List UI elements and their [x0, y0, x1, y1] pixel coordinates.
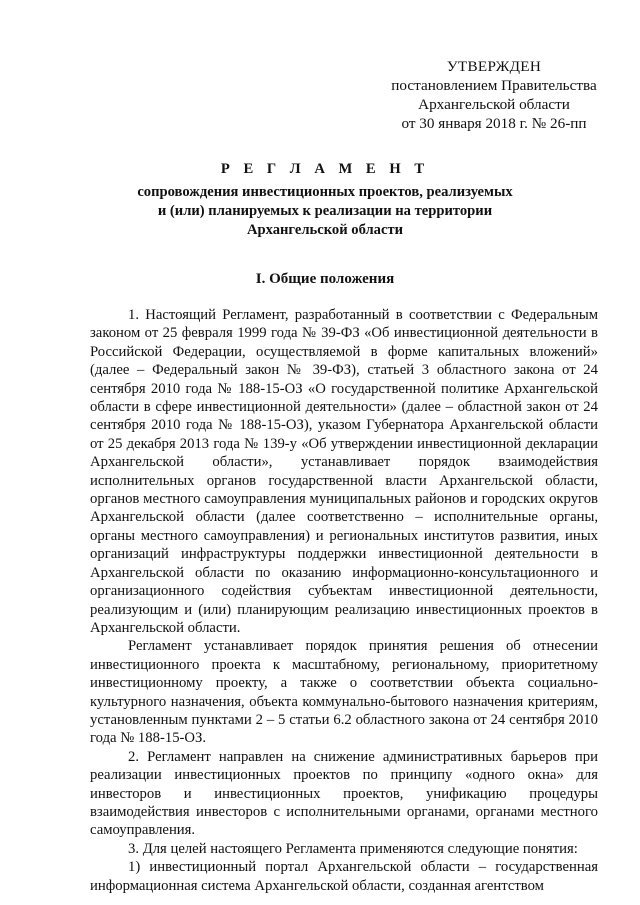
paragraph: 2. Регламент направлен на снижение административных барьеров при реализации инвестиционных проектов по принципу «одного окна» для инвесторов и инвестиционных проектов, унификацию процедуры взаимодействия инвесторов с исполнительными органами, органами местного самоуправления.: [90, 748, 598, 839]
paragraph: 1. Настоящий Регламент, разработанный в соответствии с Федеральным законом от 25 февраля 1999 года № 39-ФЗ «Об инвестиционной деятельности в Российской Федерации, осуществляемой в форме капитальных вложений» (далее – Федеральный закон № 39-ФЗ), статьей 3 областного закона от 24 сентября 2010 года № 188-15-ОЗ «О государственной политике Архангельской области в сфере инвестиционной деятельности» (далее – областной закон от 24 сентября 2010 года № 188-15-ОЗ), указом Губернатора Архангельской области от 25 декабря 2013 года № 139-у «Об утверждении инвестиционной декларации Архангельской области», устанавливает порядок взаимодействия исполнительных органов государственной власти Архангельской области, органов местного самоуправления муниципальных районов и городских округов Архангельской области (далее соответственно – исполнительные органы, органы местного самоуправления) и региональных институтов развития, иных организаций инфраструктуры поддержки инвестиционной деятельности в Архангельской области по оказанию информационно-консультационного и организационного содействия субъектам инвестиционной деятельности, реализующим и (или) планирующим реализацию инвестиционных проектов в Архангельской области.: [90, 307, 598, 636]
title-line-2: и (или) планируемых к реализации на территории: [157, 203, 493, 219]
approval-authority: постановлением Правительства: [391, 77, 597, 94]
paragraph: 3. Для целей настоящего Регламента применяются следующие понятия:: [128, 840, 578, 857]
title-heading: Р Е Г Л А М Е Н Т: [220, 161, 430, 177]
document-title: [90, 160, 560, 240]
title-line-3: Архангельской области: [246, 222, 404, 238]
section-heading: I. Общие положения: [255, 271, 395, 287]
title-line-1: сопровождения инвестиционных проектов, реализуемых: [137, 184, 513, 200]
approval-region: Архангельской области: [418, 96, 570, 113]
approval-title: УТВЕРЖДЕН: [446, 58, 542, 75]
paragraph: 1) инвестиционный портал Архангельской области – государственная информационная система Архангельской области, созданная агентством: [90, 859, 598, 894]
approval-date: от 30 января 2018 г. № 26-пп: [401, 115, 587, 132]
body-text: [90, 306, 598, 895]
paragraph: Регламент устанавливает порядок принятия решения об отнесении инвестиционного проекта к масштабному, региональному, приоритетному инвестиционному проекту, а также о соответствии объекта социально-культурного назначения, объекта коммунально-бытового назначения критериям, установленным пунктами 2 – 5 статьи 6.2 областного закона от 24 сентября 2010 года № 188-15-ОЗ.: [90, 638, 598, 747]
approval-stamp: [374, 57, 614, 133]
